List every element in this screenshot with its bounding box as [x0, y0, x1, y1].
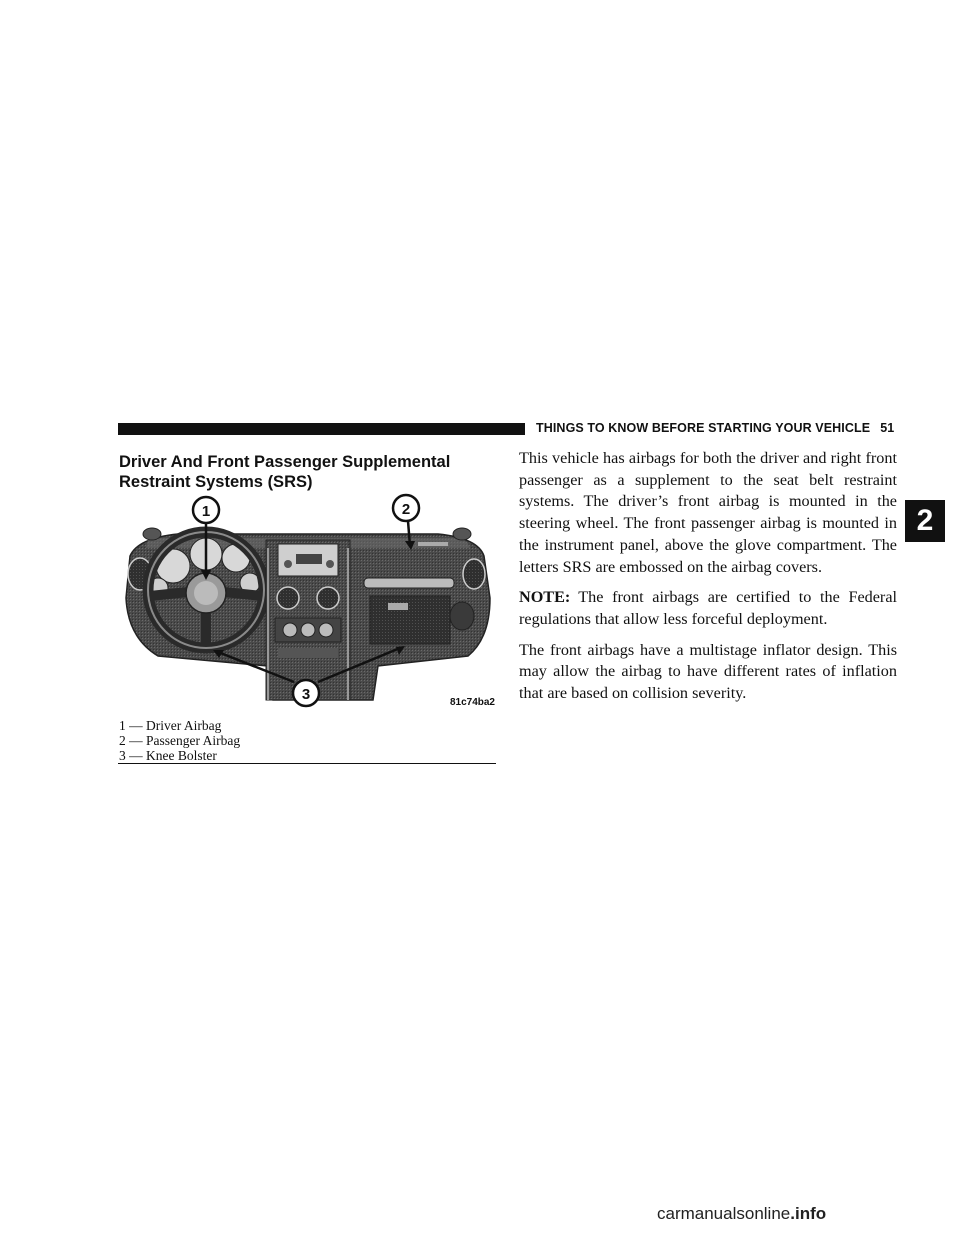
center-left-vent — [277, 587, 299, 609]
left-speaker — [143, 528, 161, 540]
passenger-airbag-cover — [418, 542, 448, 546]
glove-compartment — [370, 596, 450, 644]
note-text: The front airbags are certified to the Federal regulations that allow less forceful deployment. — [519, 588, 897, 628]
chapter-tab: 2 — [905, 500, 945, 542]
dashboard-illustration — [118, 488, 496, 710]
paragraph-airbags-overview: This vehicle has airbags for both the driver and right front passenger as a supplement to the seat belt restraint systems. The driver’s front airbag is mounted in the steering wheel. The front passenger airbag is mounted in the instrument panel, above the glove compartment. The letters SRS are embossed on the airbag covers. — [519, 449, 897, 576]
footer-prefix: carmanualsonline — [657, 1204, 791, 1223]
grab-handle — [364, 578, 454, 588]
caption-item-driver-airbag: 1 — Driver Airbag — [119, 718, 222, 733]
page-number: 51 — [880, 421, 895, 435]
note-paragraph — [519, 587, 897, 630]
right-outer-vent — [463, 559, 485, 589]
right-speaker — [453, 528, 471, 540]
header-rule — [118, 423, 525, 435]
figure-caption — [119, 718, 496, 763]
section-title: Driver And Front Passenger Supplemental Restraint Systems (SRS) — [119, 453, 451, 491]
footer-suffix: .info — [790, 1204, 827, 1223]
running-header — [536, 421, 894, 435]
callout-1: 1 — [201, 503, 211, 520]
caption-rule — [118, 763, 496, 764]
caption-item-knee-bolster: 3 — Knee Bolster — [119, 748, 217, 763]
dashboard-airbag-figure — [118, 488, 496, 710]
callout-2: 2 — [401, 501, 411, 518]
side-speaker — [450, 602, 474, 630]
running-title: THINGS TO KNOW BEFORE STARTING YOUR VEHICLE — [536, 421, 871, 435]
callout-3: 3 — [301, 686, 311, 703]
center-right-vent — [317, 587, 339, 609]
body-text-column — [519, 448, 897, 714]
footer-watermark — [657, 1204, 826, 1224]
image-code: 81c74ba2 — [449, 697, 495, 708]
paragraph-multistage-inflator: The front airbags have a multistage inflator design. This may allow the airbag to have different rates of inflation that are based on collision severity. — [519, 640, 897, 703]
caption-item-passenger-airbag: 2 — Passenger Airbag — [119, 733, 241, 748]
note-label: NOTE: — [519, 588, 571, 607]
